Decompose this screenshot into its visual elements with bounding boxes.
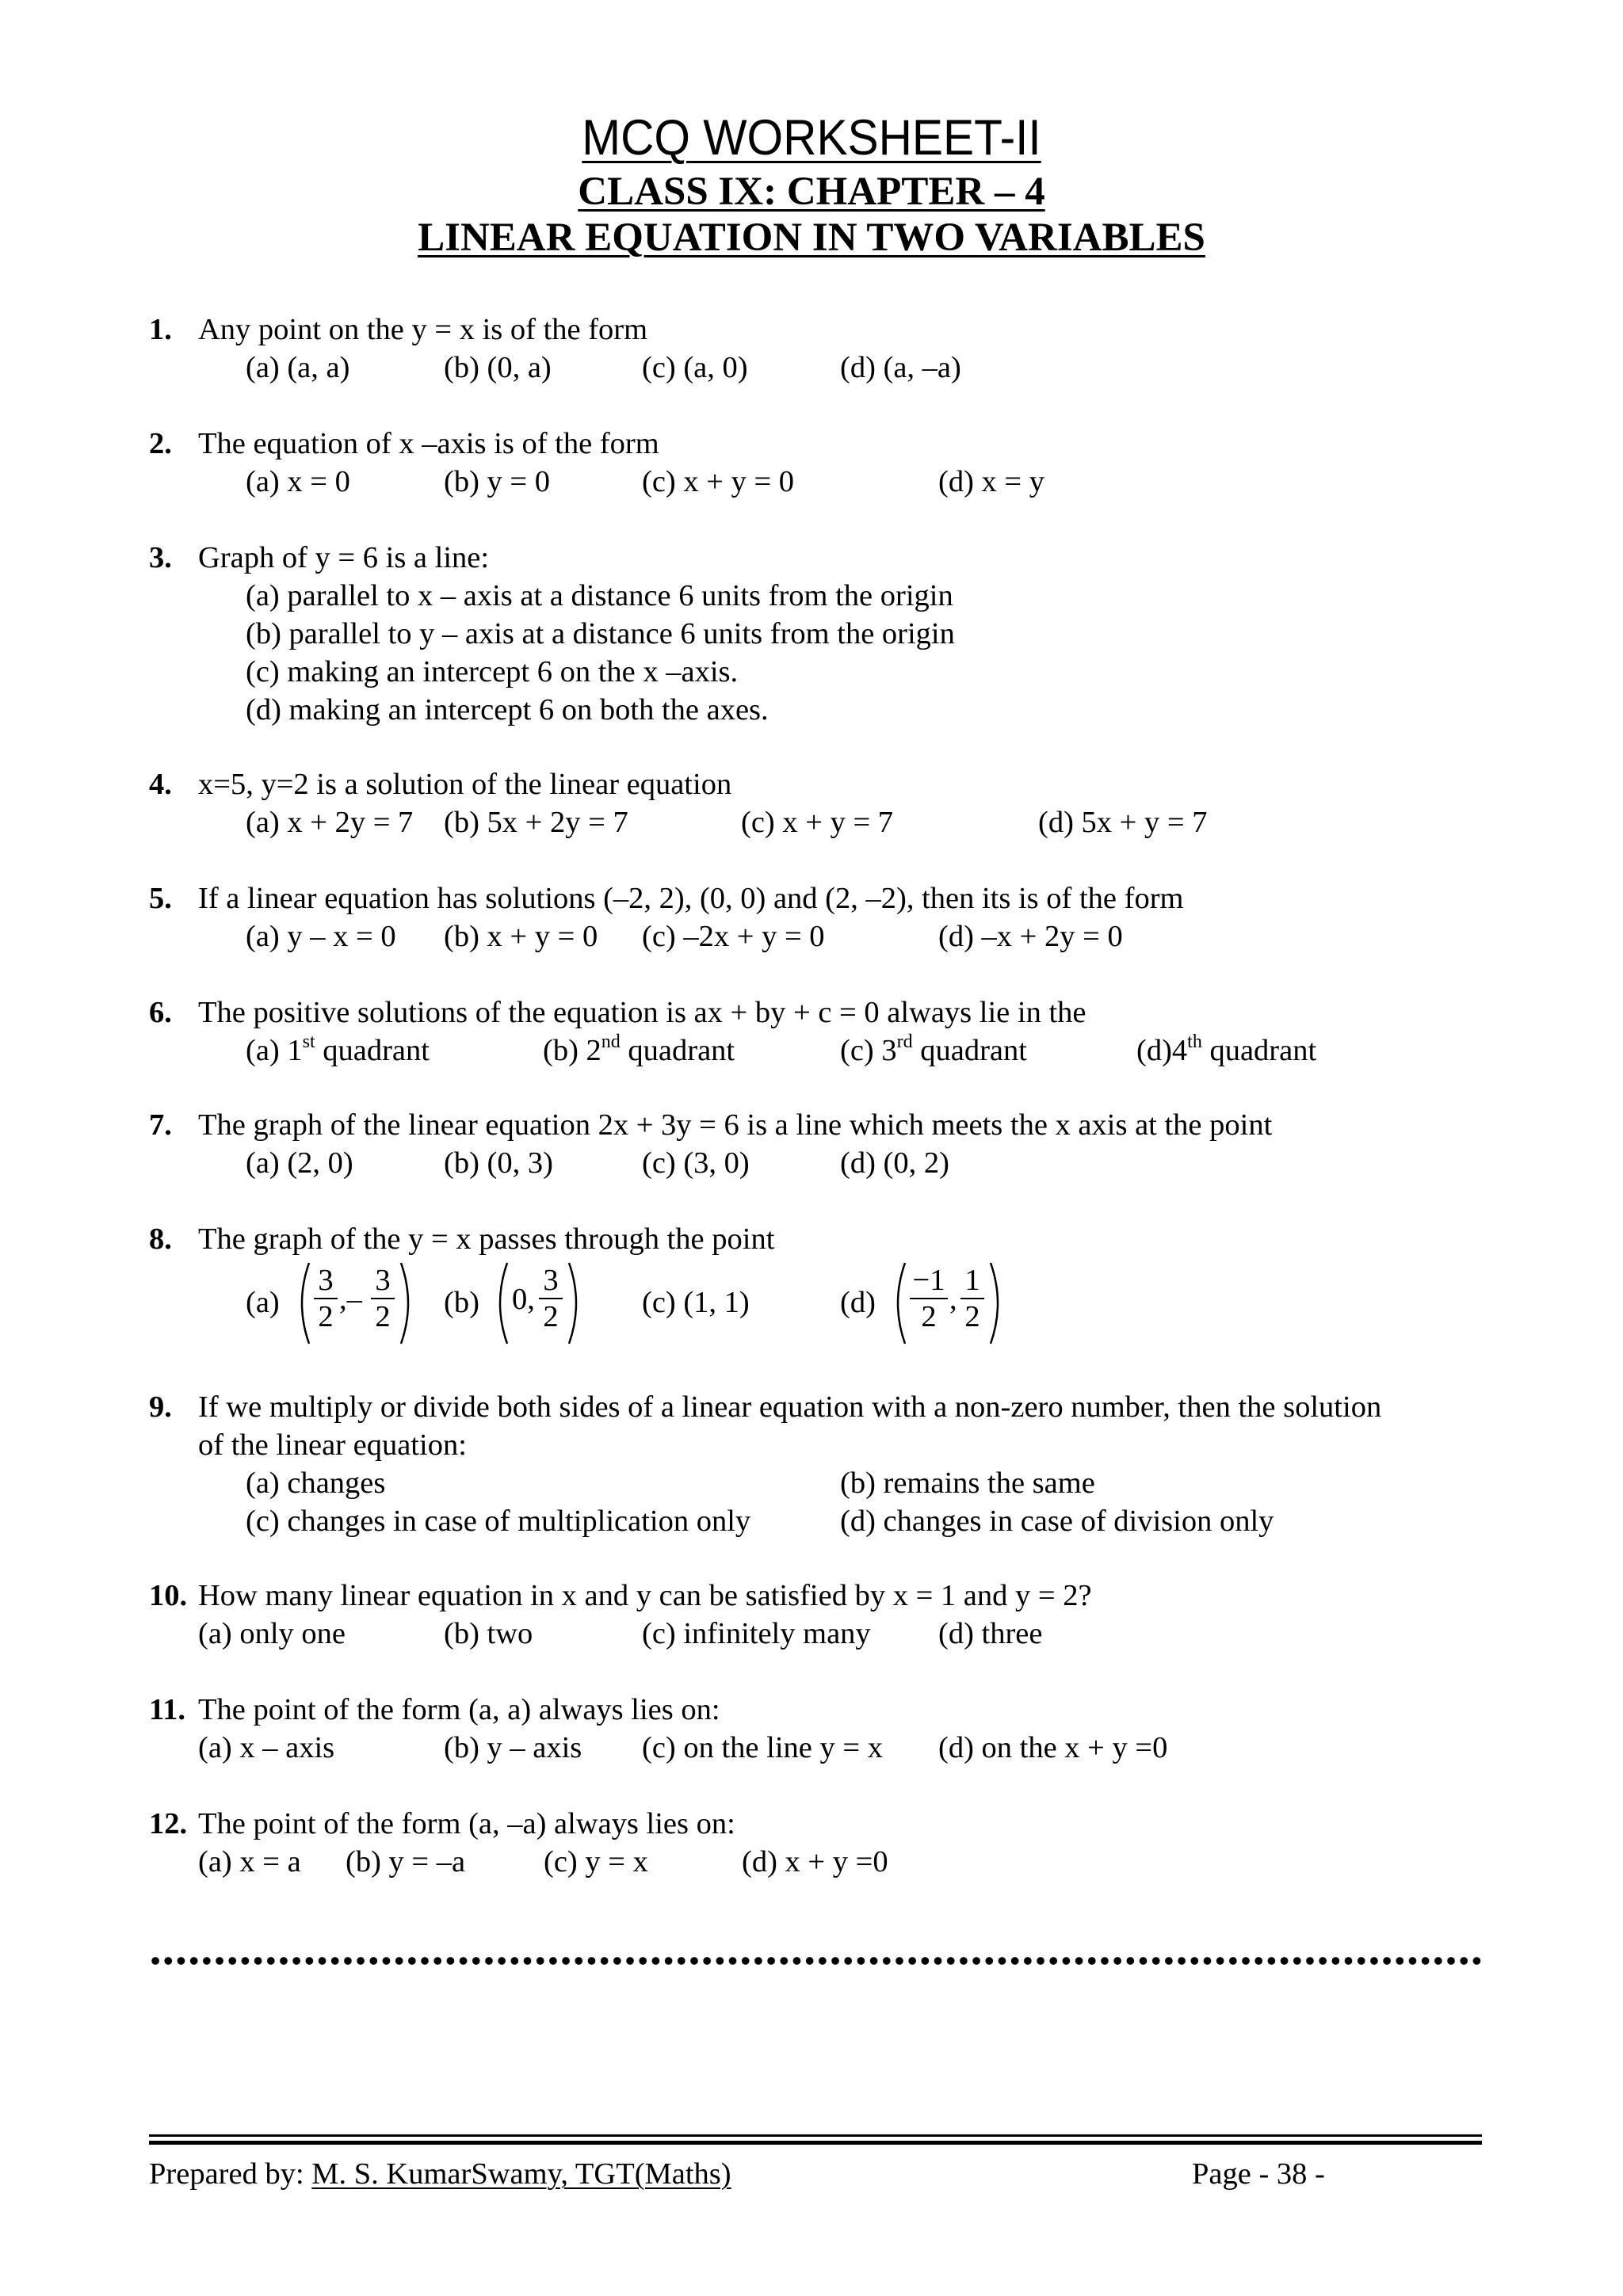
option-b-label: (b): [444, 1286, 479, 1319]
option-a-label: (a) 1: [246, 1034, 303, 1067]
ordinal-suffix: nd: [601, 1032, 621, 1052]
fraction-denominator: 2: [543, 1300, 559, 1333]
dotted-separator: [149, 1957, 1482, 1965]
option-b: (b) parallel to y – axis at a distance 6 units from the origin: [246, 617, 955, 650]
question-number: 1.: [149, 313, 172, 346]
option-b: (b) y = –a: [346, 1845, 466, 1878]
option-a-quadrant: quadrant: [315, 1034, 430, 1067]
option-b: (b) y = 0: [444, 465, 550, 498]
fraction-denominator: 2: [318, 1300, 334, 1333]
question-number: 6.: [149, 996, 172, 1029]
fraction: [960, 1263, 984, 1334]
option-c-quadrant: quadrant: [912, 1034, 1027, 1067]
question-text: The graph of the y = x passes through the point: [198, 1222, 775, 1256]
option-a: (a) y – x = 0: [246, 920, 396, 953]
question-text: The positive solutions of the equation is ax + by + c = 0 always lie in the: [198, 996, 1086, 1029]
fraction-numerator: 1: [960, 1263, 984, 1299]
option-d: [1136, 1032, 1316, 1070]
prepared-by: [149, 2155, 731, 2193]
fraction-numerator: 3: [539, 1263, 563, 1299]
question-number: 4.: [149, 768, 172, 801]
option-c: (c) y = x: [544, 1845, 648, 1878]
question-number: 5.: [149, 882, 172, 915]
option-d: (d) (a, –a): [840, 351, 961, 384]
option-d: (d) on the x + y =0: [938, 1731, 1168, 1764]
option-a: (a) (a, a): [246, 351, 350, 384]
option-a: (a) x – axis: [198, 1731, 335, 1764]
question-number: 12.: [149, 1807, 188, 1840]
footer-rule: [149, 2134, 1482, 2137]
option-a: (a) changes: [246, 1466, 386, 1500]
option-d: (d) x + y =0: [742, 1845, 888, 1878]
option-c: (c) x + y = 7: [741, 806, 894, 839]
option-b: (b) two: [444, 1617, 533, 1650]
question-number: 9.: [149, 1390, 172, 1424]
option-c: (c) making an intercept 6 on the x –axis.: [246, 655, 739, 688]
question-number: 10.: [149, 1579, 188, 1612]
option-b-quadrant: quadrant: [620, 1034, 735, 1067]
topic-heading: LINEAR EQUATION IN TWO VARIABLES: [418, 215, 1205, 260]
question-text: How many linear equation in x and y can be satisfied by x = 1 and y = 2?: [198, 1579, 1092, 1612]
option-b: (b) (0, 3): [444, 1146, 553, 1180]
question-text: The point of the form (a, a) always lies on:: [198, 1693, 720, 1726]
author-name: M. S. KumarSwamy, TGT(Maths): [311, 2157, 731, 2191]
option-b: (b) remains the same: [840, 1466, 1095, 1500]
option-b: (b) x + y = 0: [444, 920, 598, 953]
option-d-quadrant: quadrant: [1201, 1034, 1317, 1067]
option-a: (a) (2, 0): [246, 1146, 353, 1180]
ordinal-suffix: th: [1187, 1032, 1202, 1052]
fraction-separator: ,–: [339, 1283, 362, 1316]
option-a: (a) parallel to x – axis at a distance 6 units from the origin: [246, 579, 953, 612]
fraction: [910, 1263, 948, 1334]
question-text: Any point on the y = x is of the form: [198, 313, 648, 346]
worksheet-title: MCQ WORKSHEET-II: [582, 110, 1041, 166]
option-c: (c) infinitely many: [642, 1617, 871, 1650]
question-text-continued: of the linear equation:: [198, 1428, 467, 1462]
fraction-separator: ,: [949, 1283, 957, 1316]
fraction-denominator: 2: [921, 1300, 937, 1333]
chapter-heading: CLASS IX: CHAPTER – 4: [578, 170, 1045, 214]
option-d: (d) three: [938, 1617, 1043, 1650]
option-c: (c) –2x + y = 0: [642, 920, 825, 953]
question-text: If we multiply or divide both sides of a linear equation with a non-zero number, then the solution: [198, 1390, 1382, 1424]
option-c: (c) on the line y = x: [642, 1731, 883, 1764]
option-a: (a) only one: [198, 1617, 346, 1650]
option-c-label: (c) 3: [840, 1034, 897, 1067]
fraction: [371, 1263, 395, 1334]
fraction-numerator: −1: [910, 1263, 948, 1299]
question-number: 2.: [149, 427, 172, 460]
fraction: [314, 1263, 338, 1334]
option-c: (c) (1, 1): [642, 1286, 750, 1319]
right-parenthesis: [987, 1260, 1006, 1347]
option-d-label: (d): [840, 1286, 876, 1319]
option-b: [543, 1032, 735, 1070]
question-text: If a linear equation has solutions (–2, 2), (0, 0) and (2, –2), then its is of the form: [198, 882, 1184, 915]
left-parenthesis: [293, 1260, 312, 1347]
fraction-numerator: 3: [371, 1263, 395, 1299]
ordinal-suffix: rd: [896, 1032, 913, 1052]
fraction: [539, 1263, 563, 1334]
page-number: Page - 38 -: [1192, 2157, 1325, 2191]
right-parenthesis: [398, 1260, 417, 1347]
option-a: [246, 1032, 430, 1070]
left-parenthesis: [889, 1260, 908, 1347]
question-number: 3.: [149, 541, 172, 574]
fraction-denominator: 2: [375, 1300, 391, 1333]
option-a: (a) x = 0: [246, 465, 350, 498]
option-b: (b) y – axis: [444, 1731, 582, 1764]
ordinal-suffix: st: [302, 1032, 315, 1052]
question-number: 8.: [149, 1222, 172, 1256]
right-parenthesis: [566, 1260, 585, 1347]
fraction-numerator: 3: [314, 1263, 338, 1299]
option-d-label: (d)4: [1136, 1034, 1188, 1067]
option-d: (d) (0, 2): [840, 1146, 949, 1180]
option-c: (c) (3, 0): [642, 1146, 750, 1180]
option-c: (c) (a, 0): [642, 351, 748, 384]
option-c: [840, 1032, 1027, 1070]
option-d: (d) x = y: [938, 465, 1044, 498]
option-b: (b) (0, a): [444, 351, 552, 384]
option-a-label: (a): [246, 1286, 280, 1319]
option-a: (a) x = a: [198, 1845, 301, 1878]
option-d: (d) changes in case of division only: [840, 1505, 1274, 1538]
coordinate-zero: 0,: [512, 1283, 535, 1316]
footer-rule-thick: [149, 2141, 1482, 2145]
option-c: (c) changes in case of multiplication only: [246, 1505, 751, 1538]
question-number: 11.: [149, 1693, 186, 1726]
fraction-denominator: 2: [964, 1300, 980, 1333]
option-b-label: (b) 2: [543, 1034, 601, 1067]
question-text: Graph of y = 6 is a line:: [198, 541, 490, 574]
option-d: (d) making an intercept 6 on both the axes.: [246, 693, 769, 727]
left-parenthesis: [491, 1260, 510, 1347]
question-text: x=5, y=2 is a solution of the linear equation: [198, 768, 732, 801]
question-text: The point of the form (a, –a) always lies on:: [198, 1807, 735, 1840]
option-a: (a) x + 2y = 7: [246, 806, 414, 839]
option-d: (d) 5x + y = 7: [1038, 806, 1208, 839]
question-text: The equation of x –axis is of the form: [198, 427, 659, 460]
question-number: 7.: [149, 1108, 172, 1142]
option-d: (d) –x + 2y = 0: [938, 920, 1123, 953]
question-text: The graph of the linear equation 2x + 3y = 6 is a line which meets the x axis at the point: [198, 1108, 1273, 1142]
option-b: (b) 5x + 2y = 7: [444, 806, 628, 839]
prepared-by-label: Prepared by:: [149, 2157, 304, 2191]
option-c: (c) x + y = 0: [642, 465, 795, 498]
